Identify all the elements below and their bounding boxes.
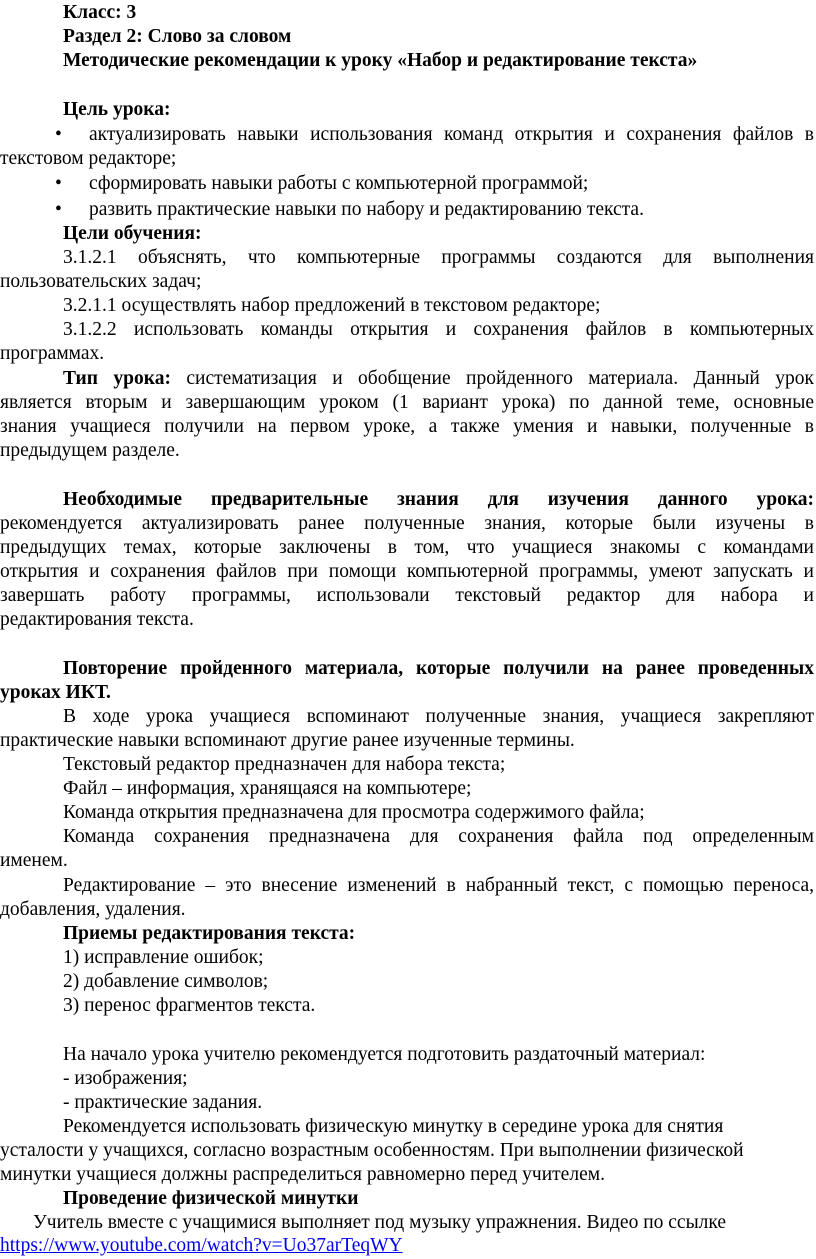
term-save-command: Команда сохранения предназначена для сохранения файла под определенным <box>63 826 814 847</box>
objectives-heading: Цели обучения: <box>63 223 202 244</box>
review-paragraph: В ходе урока учащиеся вспоминают полученные знания, учащиеся закрепляют <box>63 706 814 727</box>
review-heading-cont: уроках ИКТ. <box>0 682 111 703</box>
objective-2: 3.2.1.1 осуществлять набор предложений в текстовом редакторе; <box>63 295 601 316</box>
term-open-command: Команда открытия предназначена для просмотра содержимого файла; <box>63 802 645 823</box>
prep-item: - изображения; <box>63 1068 188 1089</box>
prereq-heading: Необходимые предварительные знания для изучения данного урока: <box>63 489 814 510</box>
term-editing-cont: добавления, удаления. <box>0 899 186 920</box>
prereq-text: предыдущих темах, которые заключены в том, что учащиеся знакомы с командами <box>0 537 814 558</box>
document-title: Методические рекомендации к уроку «Набор и редактирование текста» <box>63 50 698 71</box>
section-heading: Раздел 2: Слово за словом <box>63 26 292 47</box>
review-paragraph-cont: практические навыки вспоминают другие ранее изученные термины. <box>0 730 575 751</box>
goal-bullet-1: • актуализировать навыки использования команд открытия и сохранения файлов в <box>55 123 814 147</box>
term-file: Файл – информация, хранящаяся на компьютере; <box>63 778 472 799</box>
goal-bullet-1-cont: текстовом редакторе; <box>0 148 177 169</box>
objective-1: 3.1.2.1 объяснять, что компьютерные программы создаются для выполнения <box>63 247 814 268</box>
exercise-text: Учитель вместе с учащимися выполняет под музыку упражнения. Видео по ссылке <box>33 1212 727 1233</box>
prereq-text: рекомендуется актуализировать ранее полученные знания, которые были изучены в <box>0 513 814 534</box>
exercise-heading: Проведение физической минутки <box>63 1188 359 1209</box>
prep-paragraph-cont: усталости у учащихся, согласно возрастным особенностям. При выполнении физической <box>0 1140 744 1161</box>
technique-item: 2) добавление символов; <box>63 971 269 992</box>
techniques-heading: Приемы редактирования текста: <box>63 923 356 944</box>
bullet-icon: • <box>55 199 62 220</box>
bullet-icon: • <box>55 124 62 145</box>
lesson-type-text: является вторым и завершающим уроком (1 вариант урока) по данной теме, основные <box>0 392 814 413</box>
video-link[interactable]: https://www.youtube.com/watch?v=Uo37arTeqWY <box>0 1235 403 1256</box>
objective-1-cont: пользовательских задач; <box>0 271 202 292</box>
goal-heading: Цель урока: <box>63 99 171 120</box>
prep-paragraph: Рекомендуется использовать физическую минутку в середине урока для снятия <box>63 1116 724 1137</box>
bullet-icon: • <box>55 173 62 194</box>
objective-3-cont: программах. <box>0 343 105 364</box>
prereq-text: открытия и сохранения файлов при помощи компьютерной программы, умеют запускать и <box>0 561 814 582</box>
objective-3: 3.1.2.2 использовать команды открытия и сохранения файлов в компьютерных <box>63 319 814 340</box>
prep-item: - практические задания. <box>63 1092 263 1113</box>
goal-bullet-2: • сформировать навыки работы с компьютерной программой; <box>55 172 814 196</box>
term-text-editor: Текстовый редактор предназначен для набора текста; <box>63 754 506 775</box>
lesson-type-text: предыдущем разделе. <box>0 440 180 461</box>
goal-bullet-3: • развить практические навыки по набору и редактированию текста. <box>55 198 814 222</box>
review-heading: Повторение пройденного материала, которые получили на ранее проведенных <box>63 658 814 679</box>
lesson-type-label: Тип урока: <box>63 368 171 389</box>
technique-item: 1) исправление ошибок; <box>63 947 264 968</box>
lesson-type-line: Тип урока: систематизация и обобщение пройденного материала. Данный урок <box>63 368 814 389</box>
technique-item: 3) перенос фрагментов текста. <box>63 995 316 1016</box>
lesson-type-text: знания учащиеся получили на первом уроке, а также умения и навыки, полученные в <box>0 416 814 437</box>
exercise-link-line <box>0 1234 814 1258</box>
term-editing: Редактирование – это внесение изменений в набранный текст, с помощью переноса, <box>63 875 814 896</box>
prep-intro: На начало урока учителю рекомендуется подготовить раздаточный материал: <box>63 1044 706 1065</box>
class-heading: Класс: 3 <box>63 2 137 23</box>
prereq-text: завершать работу программы, использовали текстовый редактор для набора и <box>0 585 814 606</box>
prep-paragraph-cont: минутки учащиеся должны распределиться равномерно перед учителем. <box>0 1164 605 1185</box>
term-save-command-cont: именем. <box>0 850 68 871</box>
prereq-text: редактирования текста. <box>0 609 194 630</box>
